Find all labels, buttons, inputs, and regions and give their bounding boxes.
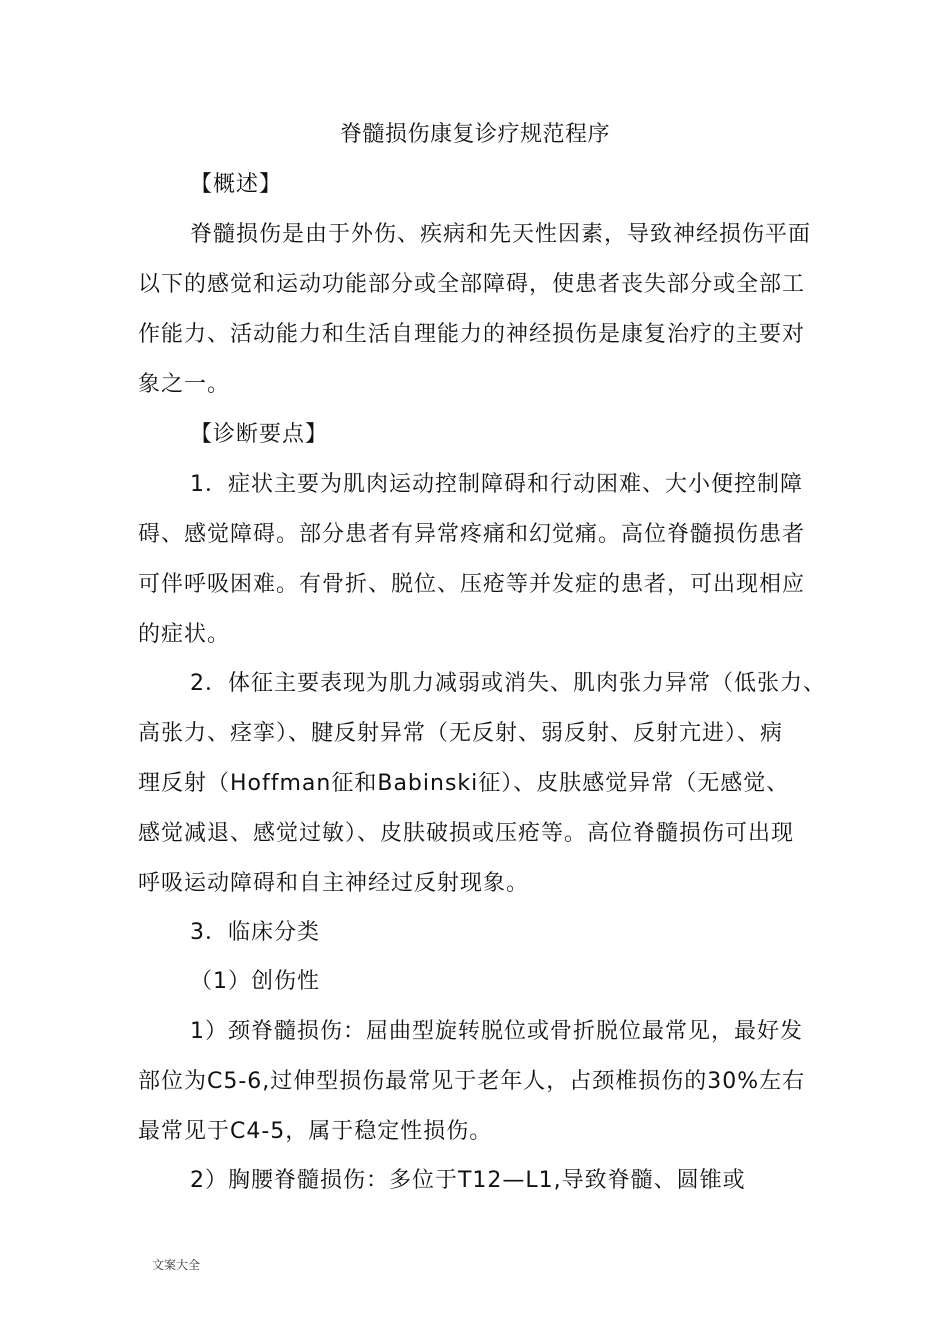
overview-line-3: 作能力、活动能力和生活自理能力的神经损伤是康复治疗的主要对	[138, 322, 806, 347]
item3-heading: 3．临床分类	[190, 920, 320, 945]
overview-line-1: 脊髓损伤是由于外伤、疾病和先天性因素，导致神经损伤平面	[190, 222, 812, 247]
sub1-item1-line-1: 1）颈脊髓损伤：屈曲型旋转脱位或骨折脱位最常见，最好发	[190, 1019, 803, 1044]
page-title: 脊髓损伤康复诊疗规范程序	[339, 122, 610, 147]
diagnosis-heading: 【诊断要点】	[190, 422, 329, 447]
item2-line-1: 2．体征主要表现为肌力减弱或消失、肌肉张力异常（低张力、	[190, 671, 826, 696]
item1-line-4: 的症状。	[138, 622, 231, 647]
overview-heading: 【概述】	[190, 172, 283, 197]
footer-watermark: 文案大全	[152, 1258, 201, 1272]
item2-line-5: 呼吸运动障碍和自主神经过反射现象。	[138, 871, 530, 896]
overview-line-4: 象之一。	[138, 372, 231, 397]
item2-line-2: 高张力、痉挛）、腱反射异常（无反射、弱反射、反射亢进）、病	[138, 721, 784, 746]
item2-line-4: 感觉减退、感觉过敏）、皮肤破损或压疮等。高位脊髓损伤可出现	[138, 821, 795, 846]
item2-line-3: 理反射（Hoffman征和Babinski征）、皮肤感觉异常（无感觉、	[138, 771, 790, 796]
item1-line-3: 可伴呼吸困难。有骨折、脱位、压疮等并发症的患者，可出现相应	[138, 572, 806, 597]
sub1-item1-line-2: 部位为C5-6,过伸型损伤最常见于老年人，占颈椎损伤的30%左右	[138, 1069, 806, 1094]
sub1-item2-line-1: 2）胸腰脊髓损伤：多位于T12—L1,导致脊髓、圆锥或	[190, 1168, 746, 1193]
sub1-item1-line-3: 最常见于C4-5，属于稳定性损伤。	[138, 1119, 493, 1144]
sub1-heading: （1）创伤性	[190, 969, 320, 994]
item1-line-1: 1．症状主要为肌肉运动控制障碍和行动困难、大小便控制障	[190, 472, 803, 497]
item1-line-2: 碍、感觉障碍。部分患者有异常疼痛和幻觉痛。高位脊髓损伤患者	[138, 522, 806, 547]
overview-line-2: 以下的感觉和运动功能部分或全部障碍，使患者丧失部分或全部工	[138, 272, 806, 297]
